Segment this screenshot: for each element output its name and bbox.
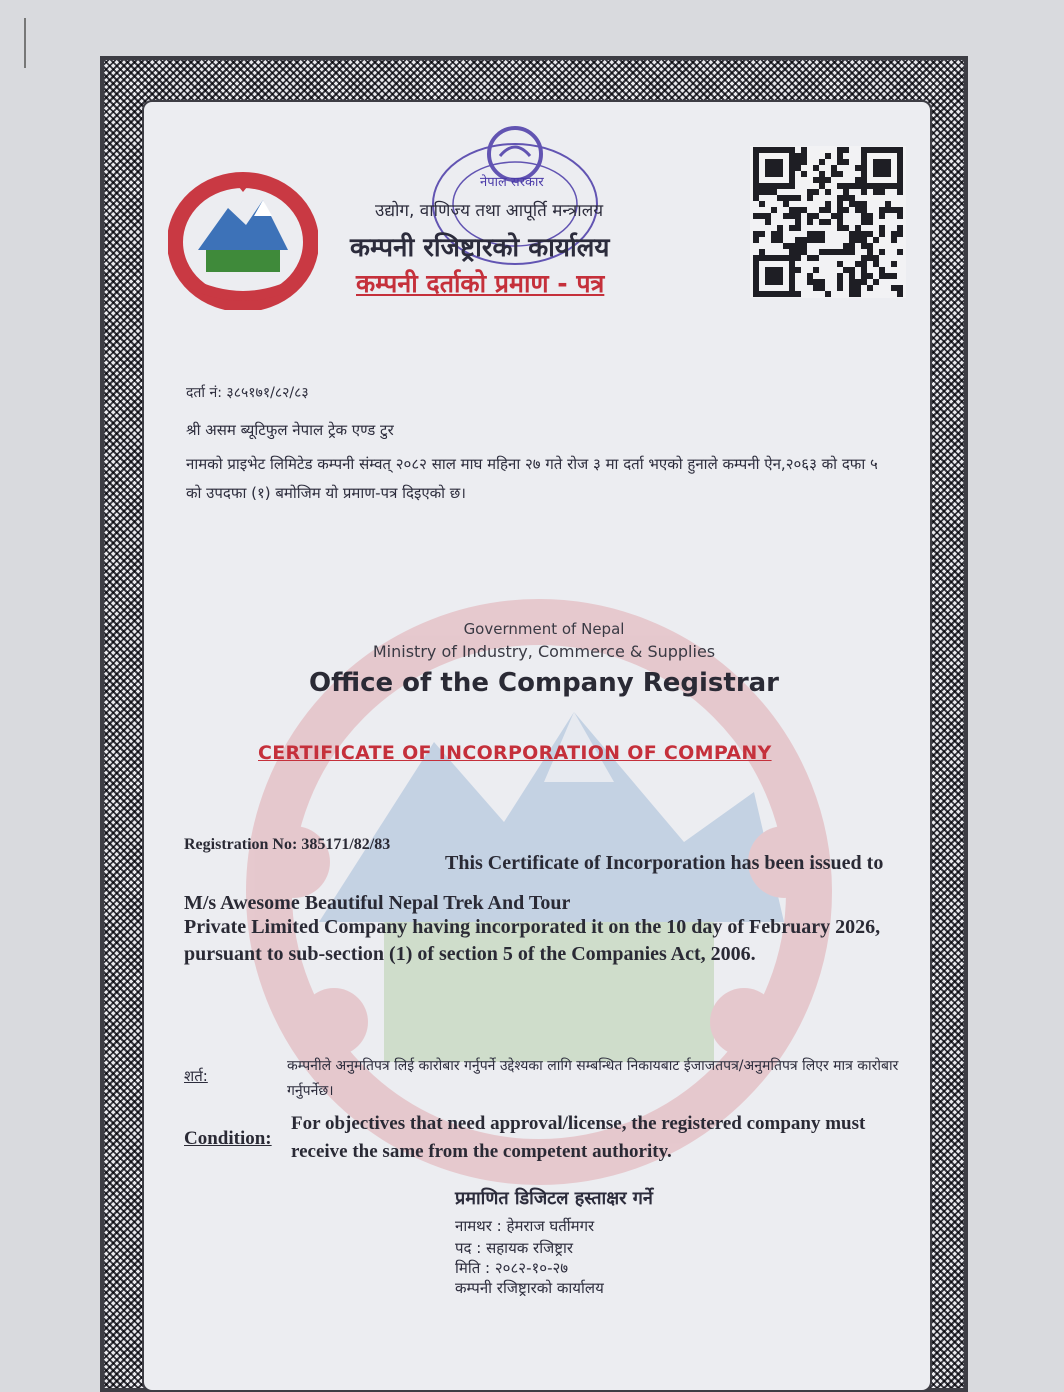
signatory-name: नामथर : हेमराज घर्तीमगर [455,1217,595,1235]
registration-number-english: Registration No: 385171/82/83 [184,836,391,853]
signature-date: मिति : २०८२-१०-२७ [455,1259,569,1277]
ministry-english: Ministry of Industry, Commerce & Supplies [372,642,716,661]
condition-text-english: For objectives that need approval/license, the registered company must receive the same from the competent authority. [291,1113,866,1162]
condition-label-english: Condition: [184,1128,272,1149]
condition-text-nepali: कम्पनीले अनुमतिपत्र लिई कारोबार गर्नुपर्ने उद्देश्यका लागि सम्बन्धित निकायबाट ईजाजतपत्र/अनुमतिपत्र लिएर मात्र कारोबार गर्नुपर्नेछ। [287,1058,899,1099]
office-title-english: Office of the Company Registrar [308,668,780,698]
nepal-emblem-icon [168,170,318,310]
signature-title: प्रमाणित डिजिटल हस्ताक्षर गर्ने [455,1188,653,1209]
ministry-nepali: उद्योग, वाणिज्य तथा आपूर्ति मन्त्रालय [375,201,604,221]
signatory-office: कम्पनी रजिष्ट्रारको कार्यालय [455,1279,604,1297]
certificate-title-english: CERTIFICATE OF INCORPORATION OF COMPANY [258,742,772,764]
stamp-text: नेपाल सरकार [480,175,544,190]
condition-label-nepali: शर्त: [184,1067,208,1085]
certificate-title-nepali: कम्पनी दर्ताको प्रमाण - पत्र [356,269,605,298]
issued-to-line: This Certificate of Incorporation has been issued to [445,852,884,874]
signatory-designation: पद : सहायक रजिष्ट्रार [455,1239,573,1257]
qr-code[interactable] [750,146,906,298]
incorporation-text-english: Private Limited Company having incorporated it on the 10 day of February 2026, pursuant to sub-section (1) of section 5 of the Companies Act, 2006. [184,916,881,965]
registration-number-nepali: दर्ता नं: ३८५१७१/८२/८३ [186,385,309,401]
government-label: Government of Nepal [463,620,625,638]
incorporation-text-nepali: नामको प्राइभेट लिमिटेड कम्पनी संम्वत् २०८२ साल माघ महिना २७ गते रोज ३ मा दर्ता भएको हुनाले कम्पनी ऐन,२०६३ को दफा ५ को उपदफा (१) बमोजिम यो प्रमाण-पत्र दिइएको छ। [186,455,878,502]
company-name-nepali: श्री असम ब्यूटिफुल नेपाल ट्रेक एण्ड टुर [186,421,394,439]
page-edge-mark [24,18,26,68]
company-name-english: M/s Awesome Beautiful Nepal Trek And Tour [184,892,571,914]
office-title-nepali: कम्पनी रजिष्ट्रारको कार्यालय [350,233,610,263]
